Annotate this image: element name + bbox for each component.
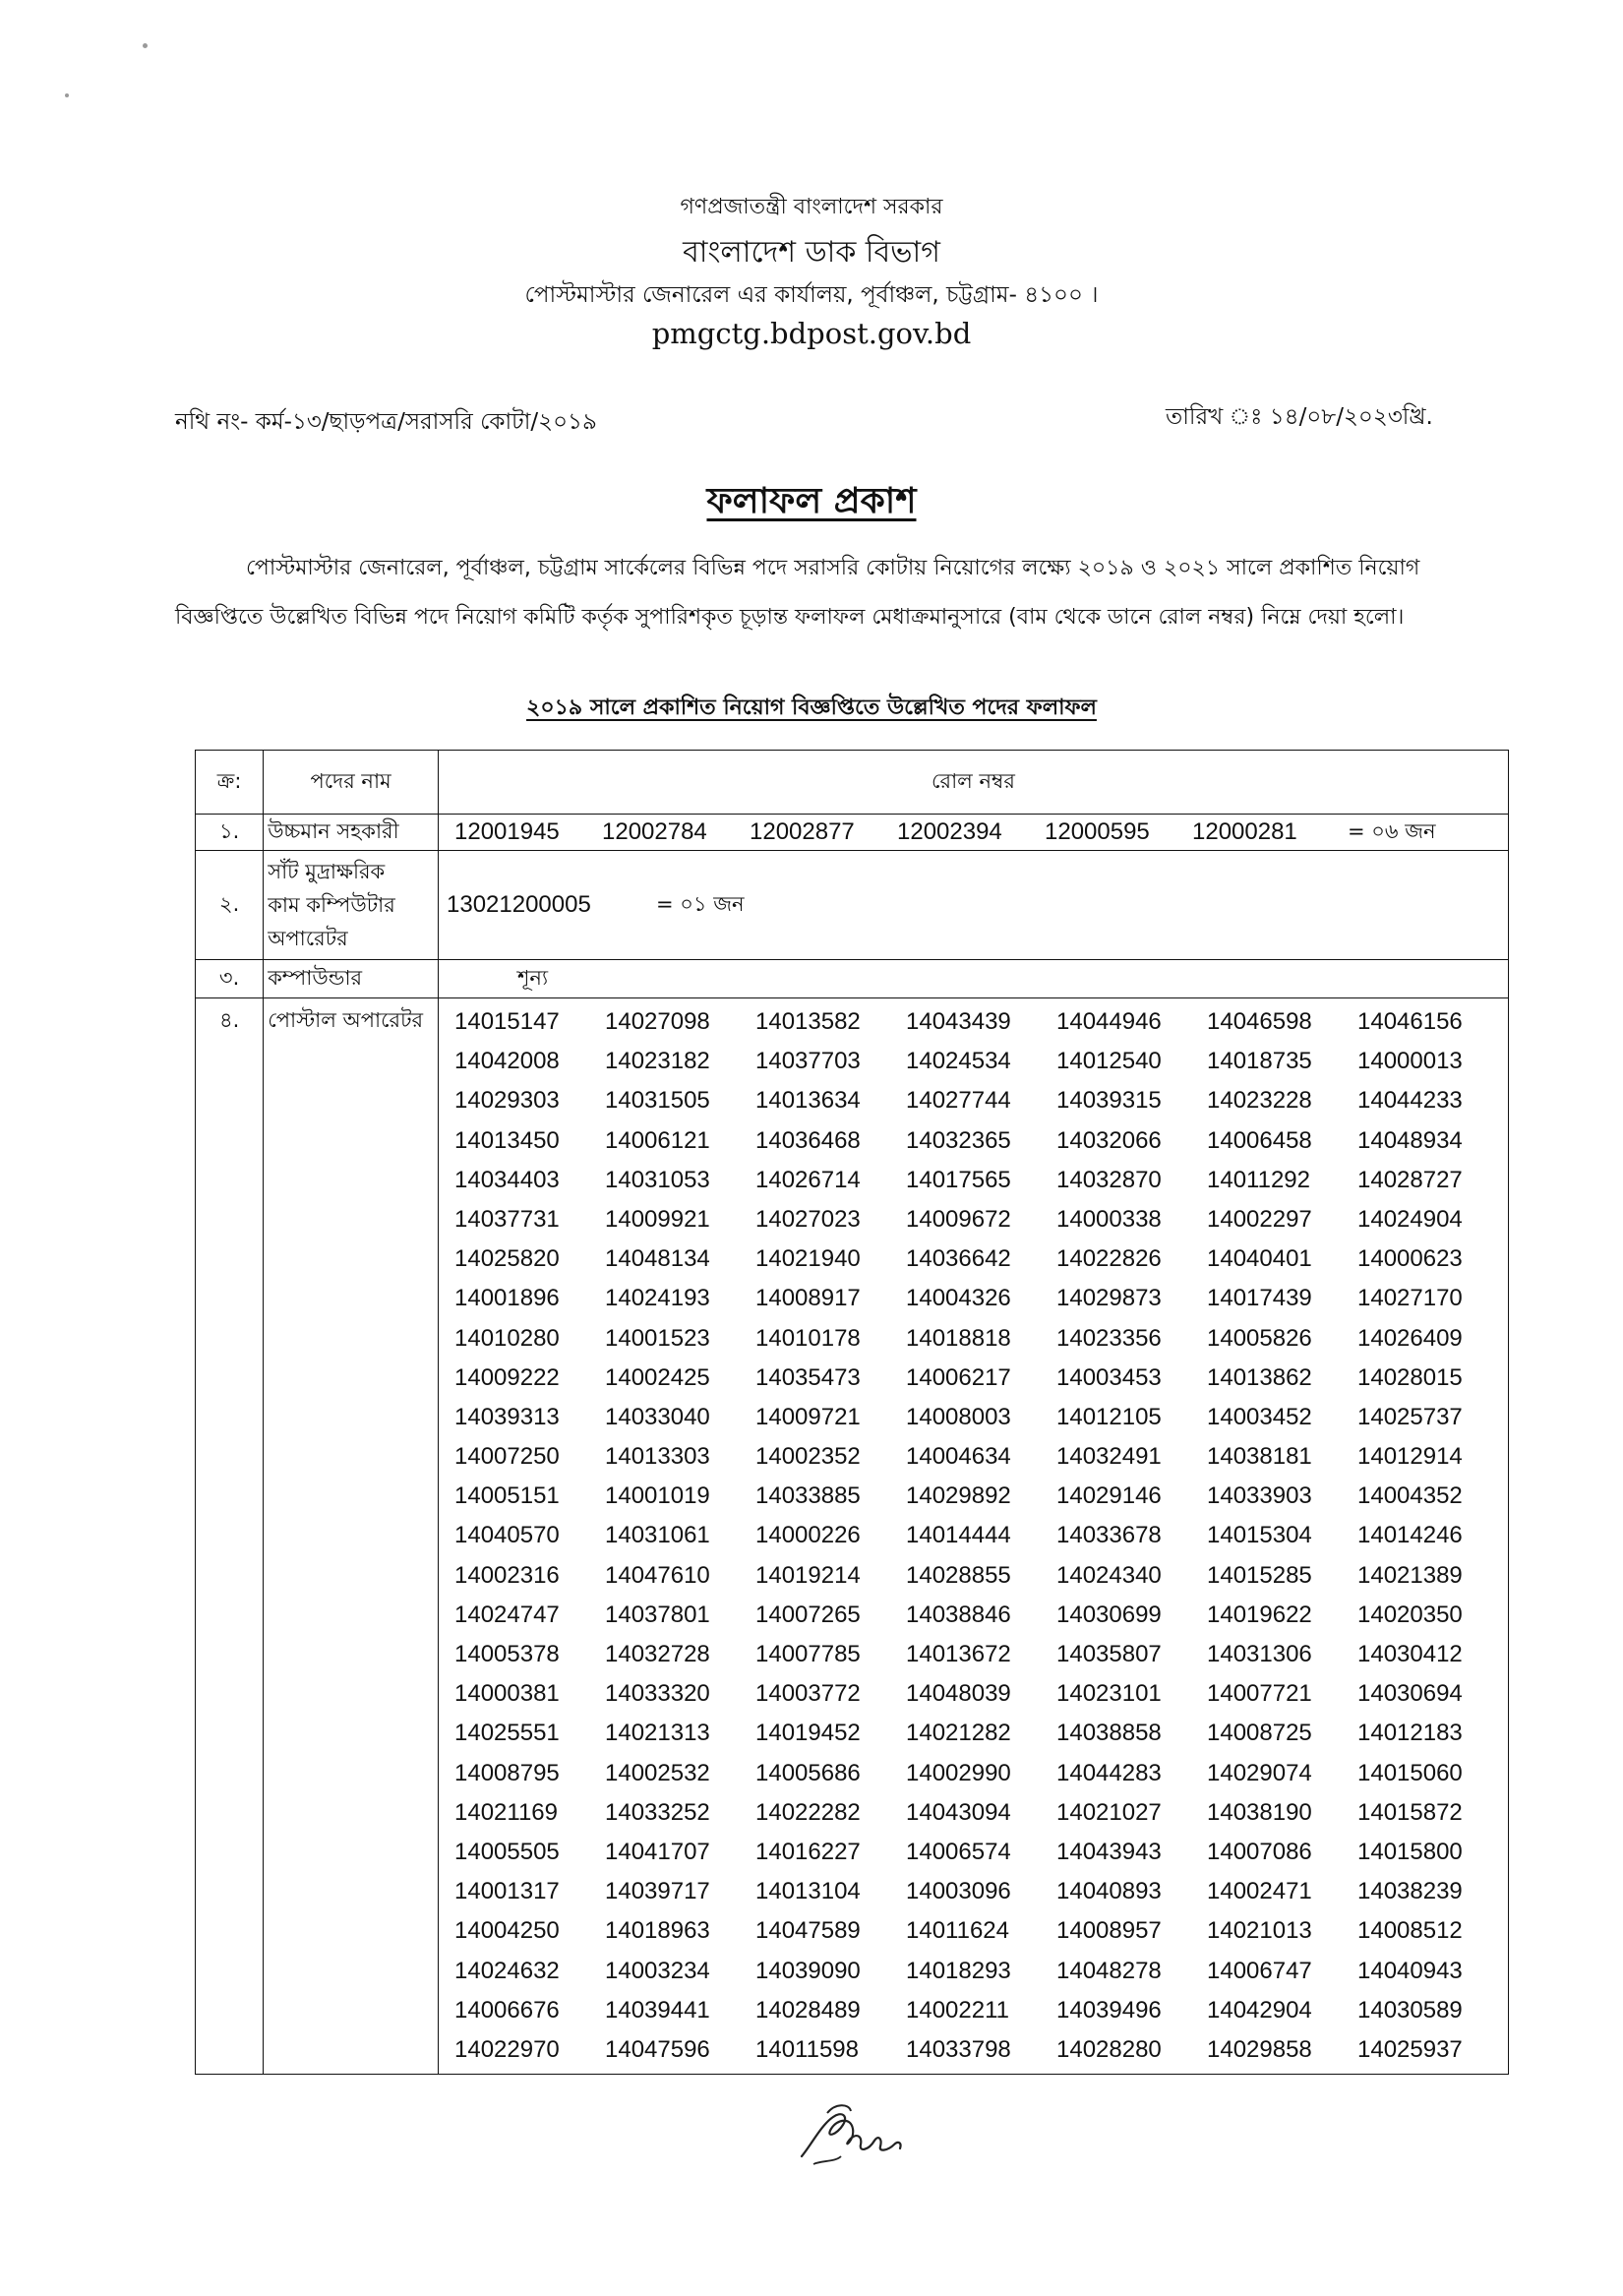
table-caption	[0, 691, 1623, 727]
roll-number: 14028489	[755, 1996, 861, 2024]
table-row	[196, 960, 1509, 998]
header-post: পদের নাম	[264, 751, 439, 815]
roll-number: 14002532	[605, 1759, 710, 1786]
roll-number: 14028727	[1357, 1166, 1463, 1193]
roll-number: 14002211	[906, 1996, 1009, 2024]
roll-number: 14029892	[906, 1482, 1011, 1510]
post-name-line: সাঁট মুদ্রাক্ষরিক	[268, 860, 386, 883]
roll-number: 14039090	[755, 1957, 861, 1984]
roll-number: 14040570	[454, 1522, 560, 1549]
roll-number: 12002877	[750, 818, 855, 845]
roll-number: 14021313	[605, 1720, 710, 1747]
roll-number: 14000623	[1357, 1245, 1463, 1273]
table-header-row	[196, 751, 1509, 815]
roll-number: 14013862	[1207, 1363, 1312, 1391]
roll-number: 14037801	[605, 1601, 710, 1628]
roll-number: 14025551	[454, 1720, 560, 1747]
roll-number: 14008512	[1357, 1917, 1463, 1945]
table-caption-text: ২০১৯ সালে প্রকাশিত নিয়োগ বিজ্ঞপ্তিতে উল্লেখিত পদের ফলাফল	[526, 695, 1097, 720]
roll-number: 14006458	[1207, 1126, 1312, 1154]
header-serial: ক্র:	[196, 751, 264, 815]
roll-number: 14006574	[906, 1838, 1011, 1865]
roll-number: 14003096	[906, 1878, 1011, 1905]
roll-number: 14039441	[605, 1996, 710, 2024]
roll-number: 14027170	[1357, 1285, 1463, 1312]
roll-number: 14021169	[454, 1798, 558, 1826]
row-post: পোস্টাল অপারেটর	[264, 998, 439, 2075]
roll-number: 14033040	[605, 1403, 710, 1430]
roll-number: 14000013	[1357, 1048, 1463, 1075]
roll-number: 14018735	[1207, 1048, 1312, 1075]
roll-number: 14015872	[1357, 1798, 1463, 1826]
roll-number: 14025737	[1357, 1403, 1463, 1430]
roll-number: 14021389	[1357, 1561, 1463, 1589]
roll-number: 14039717	[605, 1878, 710, 1905]
roll-number: 14043943	[1056, 1838, 1162, 1865]
roll-number: 14048039	[906, 1680, 1011, 1708]
roll-number: 14027744	[906, 1087, 1011, 1115]
roll-number: 14009921	[605, 1205, 710, 1233]
roll-number: 14023356	[1056, 1324, 1162, 1352]
roll-number: 14014246	[1357, 1522, 1463, 1549]
roll-number: 14042904	[1207, 1996, 1312, 2024]
roll-number: 14036642	[906, 1245, 1011, 1273]
roll-number: 14025820	[454, 1245, 560, 1273]
roll-number: 14004326	[906, 1285, 1011, 1312]
roll-number: 12002394	[897, 818, 1002, 845]
roll-number: 14043094	[906, 1798, 1011, 1826]
roll-number: 14027023	[755, 1205, 861, 1233]
roll-number: 14013672	[906, 1641, 1011, 1667]
roll-number: 14009222	[454, 1363, 560, 1391]
roll-number: 14024534	[906, 1048, 1011, 1075]
roll-number: 14000226	[755, 1522, 861, 1549]
memo-number: নথি নং- কর্ম-১৩/ছাড়পত্র/সরাসরি কোটা/২০১৯	[175, 409, 597, 435]
roll-number: 14006747	[1207, 1957, 1312, 1984]
roll-number: 13021200005	[447, 891, 591, 918]
roll-number: 14024340	[1056, 1561, 1162, 1589]
roll-number: 14028855	[906, 1561, 1011, 1589]
roll-number: 14024747	[454, 1601, 560, 1628]
document-title-text: ফলাফল প্রকাশ	[706, 481, 917, 521]
row-rolls	[439, 851, 1509, 960]
vacant-note: শূন্য	[517, 965, 549, 990]
roll-number: 14009721	[755, 1403, 861, 1430]
roll-number: 14003452	[1207, 1403, 1312, 1430]
memo-date: তারিখ ঃ ১৪/০৮/২০২৩খ্রি.	[1166, 404, 1433, 430]
results-table	[195, 750, 1509, 2075]
roll-number: 14005151	[454, 1482, 560, 1510]
roll-number: 14038846	[906, 1601, 1011, 1628]
roll-number: 14029074	[1207, 1759, 1312, 1786]
roll-number: 14027098	[605, 1008, 710, 1035]
roll-number: 14001317	[454, 1878, 560, 1905]
roll-number: 14008917	[755, 1285, 861, 1312]
roll-number: 14041707	[605, 1838, 710, 1865]
roll-number: 14012914	[1357, 1443, 1463, 1471]
roll-number: 14021013	[1207, 1917, 1312, 1945]
scan-speck	[65, 93, 69, 97]
roll-number: 14024904	[1357, 1205, 1463, 1233]
roll-number: 14038190	[1207, 1798, 1312, 1826]
roll-number: 14026714	[755, 1166, 861, 1193]
roll-number: 14002425	[605, 1363, 710, 1391]
roll-number: 14031053	[605, 1166, 710, 1193]
roll-number: 14047596	[605, 2035, 710, 2063]
roll-number: 14020350	[1357, 1601, 1463, 1628]
row-rolls	[439, 998, 1509, 2075]
roll-number: 14030694	[1357, 1680, 1463, 1708]
roll-number: 14022282	[755, 1798, 861, 1826]
roll-number: 14003453	[1056, 1363, 1162, 1391]
roll-number: 14038858	[1056, 1720, 1162, 1747]
roll-number: 14002990	[906, 1759, 1011, 1786]
roll-number: 14013104	[755, 1878, 861, 1905]
roll-number: 14008795	[454, 1759, 560, 1786]
table-row	[196, 851, 1509, 960]
row-serial: ১.	[196, 815, 264, 851]
roll-number: 14001523	[605, 1324, 710, 1352]
roll-number: 14005505	[454, 1838, 560, 1865]
roll-number: 14006121	[605, 1126, 710, 1154]
roll-number: 14002297	[1207, 1205, 1312, 1233]
roll-number: 14002471	[1207, 1878, 1312, 1905]
roll-number: 14004250	[454, 1917, 560, 1945]
roll-number: 14005378	[454, 1641, 560, 1667]
roll-number: 14046156	[1357, 1008, 1463, 1035]
roll-number: 14025937	[1357, 2035, 1463, 2063]
roll-number: 14002352	[755, 1443, 861, 1471]
roll-number: 14010280	[454, 1324, 560, 1352]
roll-number: 14006676	[454, 1996, 560, 2024]
roll-number: 14029858	[1207, 2035, 1312, 2063]
roll-number: 12002784	[602, 818, 707, 845]
roll-number: 14011598	[755, 2035, 859, 2063]
roll-number: 14029146	[1056, 1482, 1162, 1510]
roll-number: 14001896	[454, 1285, 560, 1312]
roll-number: 14019214	[755, 1561, 861, 1589]
roll-number: 14033678	[1056, 1522, 1162, 1549]
document-title	[0, 474, 1623, 533]
roll-number: 14011292	[1207, 1166, 1310, 1193]
website-text: pmgctg.bdpost.gov.bd	[651, 317, 972, 350]
roll-number: 14021940	[755, 1245, 861, 1273]
roll-number: 14033798	[906, 2035, 1011, 2063]
roll-number: 14033252	[605, 1798, 710, 1826]
roll-number: 14012540	[1056, 1048, 1162, 1075]
roll-number: 14021027	[1056, 1798, 1162, 1826]
selected-count: = ০৬ জন	[1348, 818, 1436, 843]
roll-number: 14038181	[1207, 1443, 1312, 1471]
roll-number: 12000281	[1192, 818, 1297, 845]
roll-number: 14044283	[1056, 1759, 1162, 1786]
roll-number: 14017439	[1207, 1285, 1312, 1312]
roll-number: 14040401	[1207, 1245, 1312, 1273]
roll-number: 14044946	[1056, 1008, 1162, 1035]
roll-number: 14002316	[454, 1561, 560, 1589]
post-name-line: অপারেটর	[268, 927, 348, 950]
roll-number: 14029303	[454, 1087, 560, 1115]
roll-number: 14015147	[454, 1008, 560, 1035]
roll-number: 14026409	[1357, 1324, 1463, 1352]
roll-number: 14030699	[1056, 1601, 1162, 1628]
roll-number: 14046598	[1207, 1008, 1312, 1035]
roll-number: 14040943	[1357, 1957, 1463, 1984]
roll-number: 14014444	[906, 1522, 1011, 1549]
row-rolls	[439, 960, 1509, 998]
roll-number: 14036468	[755, 1126, 861, 1154]
roll-number: 14006217	[906, 1363, 1011, 1391]
post-name-line: কাম কম্পিউটার	[268, 893, 395, 917]
roll-number: 14040893	[1056, 1878, 1162, 1905]
roll-number: 14042008	[454, 1048, 560, 1075]
roll-number: 14030412	[1357, 1641, 1463, 1667]
roll-number: 14015060	[1357, 1759, 1463, 1786]
roll-number: 14033885	[755, 1482, 861, 1510]
roll-number: 14023182	[605, 1048, 710, 1075]
roll-number: 14023228	[1207, 1087, 1312, 1115]
roll-number: 14048278	[1056, 1957, 1162, 1984]
roll-number: 14004634	[906, 1443, 1011, 1471]
roll-number: 14028015	[1357, 1363, 1463, 1391]
roll-number: 14029873	[1056, 1285, 1162, 1312]
roll-number: 14008957	[1056, 1917, 1162, 1945]
roll-number: 14008725	[1207, 1720, 1312, 1747]
roll-number: 14001019	[605, 1482, 710, 1510]
roll-number: 14047610	[605, 1561, 710, 1589]
row-post	[264, 851, 439, 960]
roll-number: 14019452	[755, 1720, 861, 1747]
roll-number: 14018293	[906, 1957, 1011, 1984]
roll-number: 14032491	[1056, 1443, 1162, 1471]
roll-number: 14015285	[1207, 1561, 1312, 1589]
roll-number: 14000381	[454, 1680, 560, 1708]
row-post: কম্পাউন্ডার	[264, 960, 439, 998]
roll-number: 14039313	[454, 1403, 560, 1430]
signature	[792, 2095, 910, 2174]
roll-number: 14047589	[755, 1917, 861, 1945]
roll-number: 14032066	[1056, 1126, 1162, 1154]
roll-number: 14031061	[605, 1522, 710, 1549]
roll-number: 14048934	[1357, 1126, 1463, 1154]
roll-number: 14024632	[454, 1957, 560, 1984]
roll-number-grid	[439, 998, 1508, 2074]
roll-number: 14013303	[605, 1443, 710, 1471]
roll-number: 14011624	[906, 1917, 1009, 1945]
roll-number: 14022970	[454, 2035, 560, 2063]
intro-paragraph	[175, 544, 1513, 642]
roll-number: 14021282	[906, 1720, 1011, 1747]
roll-number: 14004352	[1357, 1482, 1463, 1510]
row-post: উচ্চমান সহকারী	[264, 815, 439, 851]
header-roll: রোল নম্বর	[439, 751, 1509, 815]
roll-number: 14044233	[1357, 1087, 1463, 1115]
roll-number: 14007086	[1207, 1838, 1312, 1865]
roll-number: 14013582	[755, 1008, 861, 1035]
selected-count: = ০১ জন	[656, 891, 745, 916]
roll-number: 14010178	[755, 1324, 861, 1352]
roll-number: 14007721	[1207, 1680, 1312, 1708]
roll-number: 14035473	[755, 1363, 861, 1391]
roll-number: 14013634	[755, 1087, 861, 1115]
roll-number: 14005686	[755, 1759, 861, 1786]
row-serial: ২.	[196, 851, 264, 960]
roll-number: 14048134	[605, 1245, 710, 1273]
roll-number: 14039315	[1056, 1087, 1162, 1115]
row-serial: ৪.	[196, 998, 264, 2075]
roll-number: 14015304	[1207, 1522, 1312, 1549]
roll-number: 14005826	[1207, 1324, 1312, 1352]
roll-number: 14019622	[1207, 1601, 1312, 1628]
roll-number: 14038239	[1357, 1878, 1463, 1905]
roll-number: 14035807	[1056, 1641, 1162, 1667]
roll-number: 14016227	[755, 1838, 861, 1865]
roll-number: 14012105	[1056, 1403, 1162, 1430]
roll-number: 14034403	[454, 1166, 560, 1193]
row-rolls	[439, 815, 1509, 851]
roll-number: 14033903	[1207, 1482, 1312, 1510]
row-serial: ৩.	[196, 960, 264, 998]
roll-number: 12000595	[1045, 818, 1150, 845]
intro-paragraph-text: পোস্টমাস্টার জেনারেল, পূর্বাঞ্চল, চট্টগ্রাম সার্কেলের বিভিন্ন পদে সরাসরি কোটায় নিয়োগের লক্ষ্যে ২০১৯ ও ২০২১ সালে প্রকাশিত নিয়োগ বিজ্ঞপ্তিতে উল্লেখিত বিভিন্ন পদে নিয়োগ কমিটি কর্তৃক সুপারিশকৃত চূড়ান্ত ফলাফল মেধাক্রমানুসারে (বাম থেকে ডানে রোল নম্বর) নিম্নে দেয়া হলো।	[175, 556, 1420, 630]
roll-number: 14032870	[1056, 1166, 1162, 1193]
roll-number: 14018963	[605, 1917, 710, 1945]
roll-number: 14022826	[1056, 1245, 1162, 1273]
department-heading: বাংলাদেশ ডাক বিভাগ	[683, 235, 940, 270]
roll-number: 14031505	[605, 1087, 710, 1115]
scan-speck	[143, 43, 148, 48]
roll-number: 14007250	[454, 1443, 560, 1471]
roll-number: 14024193	[605, 1285, 710, 1312]
roll-number: 14012183	[1357, 1720, 1463, 1747]
roll-number: 14028280	[1056, 2035, 1162, 2063]
table-row	[196, 998, 1509, 2075]
roll-number: 14008003	[906, 1403, 1011, 1430]
roll-number: 14037731	[454, 1205, 560, 1233]
roll-number: 14032365	[906, 1126, 1011, 1154]
roll-number: 12001945	[454, 818, 560, 845]
roll-number: 14023101	[1056, 1680, 1162, 1708]
roll-number: 14003772	[755, 1680, 861, 1708]
roll-number: 14030589	[1357, 1996, 1463, 2024]
roll-number: 14013450	[454, 1126, 560, 1154]
roll-number: 14037703	[755, 1048, 861, 1075]
roll-number: 14032728	[605, 1641, 710, 1667]
table-row	[196, 815, 1509, 851]
roll-number: 14018818	[906, 1324, 1011, 1352]
roll-number: 14015800	[1357, 1838, 1463, 1865]
roll-number: 14039496	[1056, 1996, 1162, 2024]
roll-number: 14003234	[605, 1957, 710, 1984]
roll-number: 14009672	[906, 1205, 1011, 1233]
roll-number: 14031306	[1207, 1641, 1312, 1667]
government-heading: গণপ্রজাতন্ত্রী বাংলাদেশ সরকার	[680, 195, 943, 219]
roll-number: 14017565	[906, 1166, 1011, 1193]
roll-number: 14033320	[605, 1680, 710, 1708]
roll-number: 14000338	[1056, 1205, 1162, 1233]
roll-number: 14043439	[906, 1008, 1011, 1035]
roll-number: 14007265	[755, 1601, 861, 1628]
roll-number: 14007785	[755, 1641, 861, 1667]
office-address: পোস্টমাস্টার জেনারেল এর কার্যালয়, পূর্বাঞ্চল, চট্টগ্রাম- ৪১০০ ।	[524, 282, 1099, 308]
